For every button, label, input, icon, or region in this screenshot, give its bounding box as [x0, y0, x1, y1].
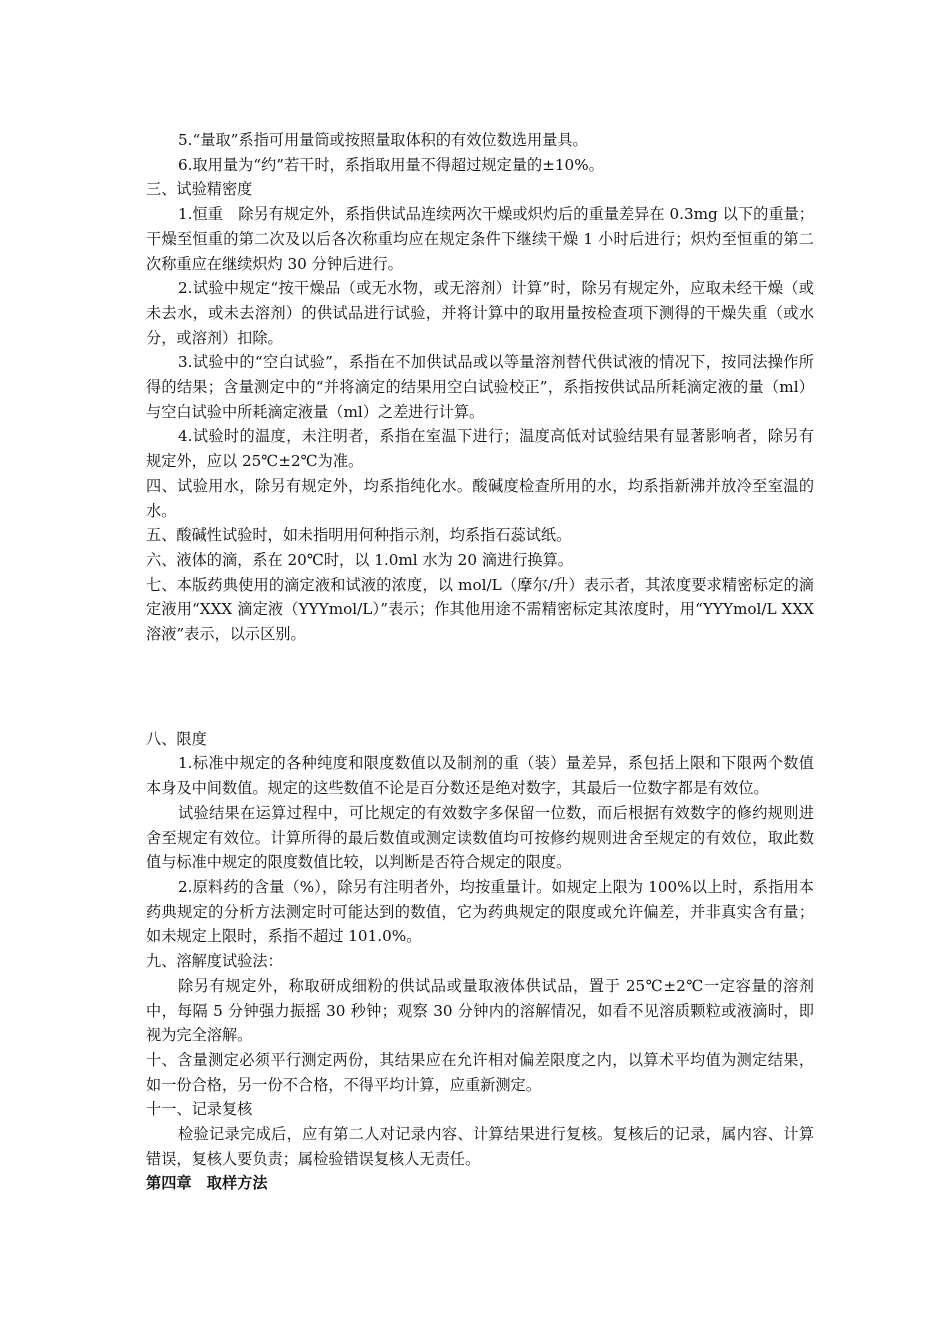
paragraph-dry-basis: 2.试验中规定“按干燥品（或无水物，或无溶剂）计算”时，除另有规定外，应取未经干燥（或未去水，或未去溶剂）的供试品进行试验，并将计算中的取用量按检查项下测得的干燥失重（或水分，或溶剂）扣除。 — [146, 279, 814, 347]
paragraph-limits-1: 1.标准中规定的各种纯度和限度数值以及制剂的重（装）量差异，系包括上限和下限两个数值本身及中间数值。规定的这些数值不论是百分数还是绝对数字，其最后一位数字都是有效位。 — [146, 754, 814, 798]
paragraph-5-measure: 5.“量取”系指可用量筒或按照量取体积的有效位数选用量具。 — [178, 131, 588, 149]
paragraph-constant-weight: 1.恒重 除另有规定外，系指供试品连续两次干燥或炽灼后的重量差异在 0.3mg 以下的重量；干燥至恒重的第二次及以后各次称重均应在规定条件下继续干燥 1 小时后进行；炽灼至恒重的第二次称重应在继续炽灼 30 分钟后进行。 — [146, 205, 814, 273]
section-heading-3: 三、试验精密度 — [146, 180, 253, 199]
section-heading-11: 十一、记录复核 — [146, 1100, 253, 1119]
document-content — [146, 128, 814, 1196]
paragraph-blank-test: 3.试验中的“空白试验”，系指在不加供试品或以等量溶剂替代供试液的情况下，按同法操作所得的结果；含量测定中的“并将滴定的结果用空白试验校正”，系指按供试品所耗滴定液的量（ml）与空白试验中所耗滴定液量（ml）之差进行计算。 — [146, 353, 814, 421]
block-2 — [146, 727, 814, 1172]
section-4-water: 四、试验用水，除另有规定外，均系指纯化水。酸碱度检查所用的水，均系指新沸并放冷至室温的水。 — [146, 476, 814, 520]
paragraph-solubility: 除另有规定外，称取研成细粉的供试品或量取液体供试品，置于 25℃±2℃一定容量的溶剂中，每隔 5 分钟强力振摇 30 秒钟；观察 30 分钟内的溶解情况，如看不见溶质颗粒或液滴时，即视为完全溶解。 — [146, 976, 814, 1045]
section-5-acidity: 五、酸碱性试验时，如未指明用何种指示剂，均系指石蕊试纸。 — [146, 526, 572, 545]
section-heading-9: 九、溶解度试验法： — [146, 952, 283, 971]
paragraph-review: 检验记录完成后，应有第二人对记录内容、计算结果进行复核。复核后的记录，属内容、计算错误，复核人要负责；属检验错误复核人无责任。 — [146, 1125, 814, 1168]
chapter-heading: 第四章 取样方法 — [146, 1174, 268, 1193]
paragraph-limits-rounding: 试验结果在运算过程中，可比规定的有效数字多保留一位数，而后根据有效数字的修约规则进舍至规定有效位。计算所得的最后数值或测定读数值均可按修约规则进舍至规定的有效位，取此数值与标准中规定的限度数值比较，以判断是否符合规定的限度。 — [146, 803, 814, 872]
section-7-concentration: 七、本版药典使用的滴定液和试液的浓度，以 mol/L（摩尔/升）表示者，其浓度要求精密标定的滴定液用“XXX 滴定液（YYYmol/L）”表示；作其他用途不需精密标定其浓度时，用“YYYmol/L XXX 溶液”表示，以示区别。 — [146, 575, 814, 644]
paragraph-temperature: 4.试验时的温度，未注明者，系指在室温下进行；温度高低对试验结果有显著影响者，除另有规定外，应以 25℃±2℃为准。 — [146, 427, 814, 471]
paragraph-6-approx: 6.取用量为“约”若干时，系指取用量不得超过规定量的±10%。 — [178, 155, 604, 174]
section-6-drops: 六、液体的滴，系在 20℃时，以 1.0ml 水为 20 滴进行换算。 — [146, 550, 573, 569]
block-1 — [146, 128, 814, 647]
section-heading-8: 八、限度 — [146, 729, 207, 748]
paragraph-limits-2: 2.原料药的含量（%），除另有注明者外，均按重量计。如规定上限为 100%以上时，系指用本药典规定的分析方法测定时可能达到的数值，它为药典规定的限度或允许偏差，并非真实含有量；如未规定上限时，系指不超过 101.0%。 — [146, 877, 814, 946]
blank-gap — [146, 647, 814, 727]
section-10-assay: 十、含量测定必须平行测定两份，其结果应在允许相对偏差限度之内，以算术平均值为测定结果，如一份合格，另一份不合格，不得平均计算，应重新测定。 — [146, 1050, 814, 1094]
